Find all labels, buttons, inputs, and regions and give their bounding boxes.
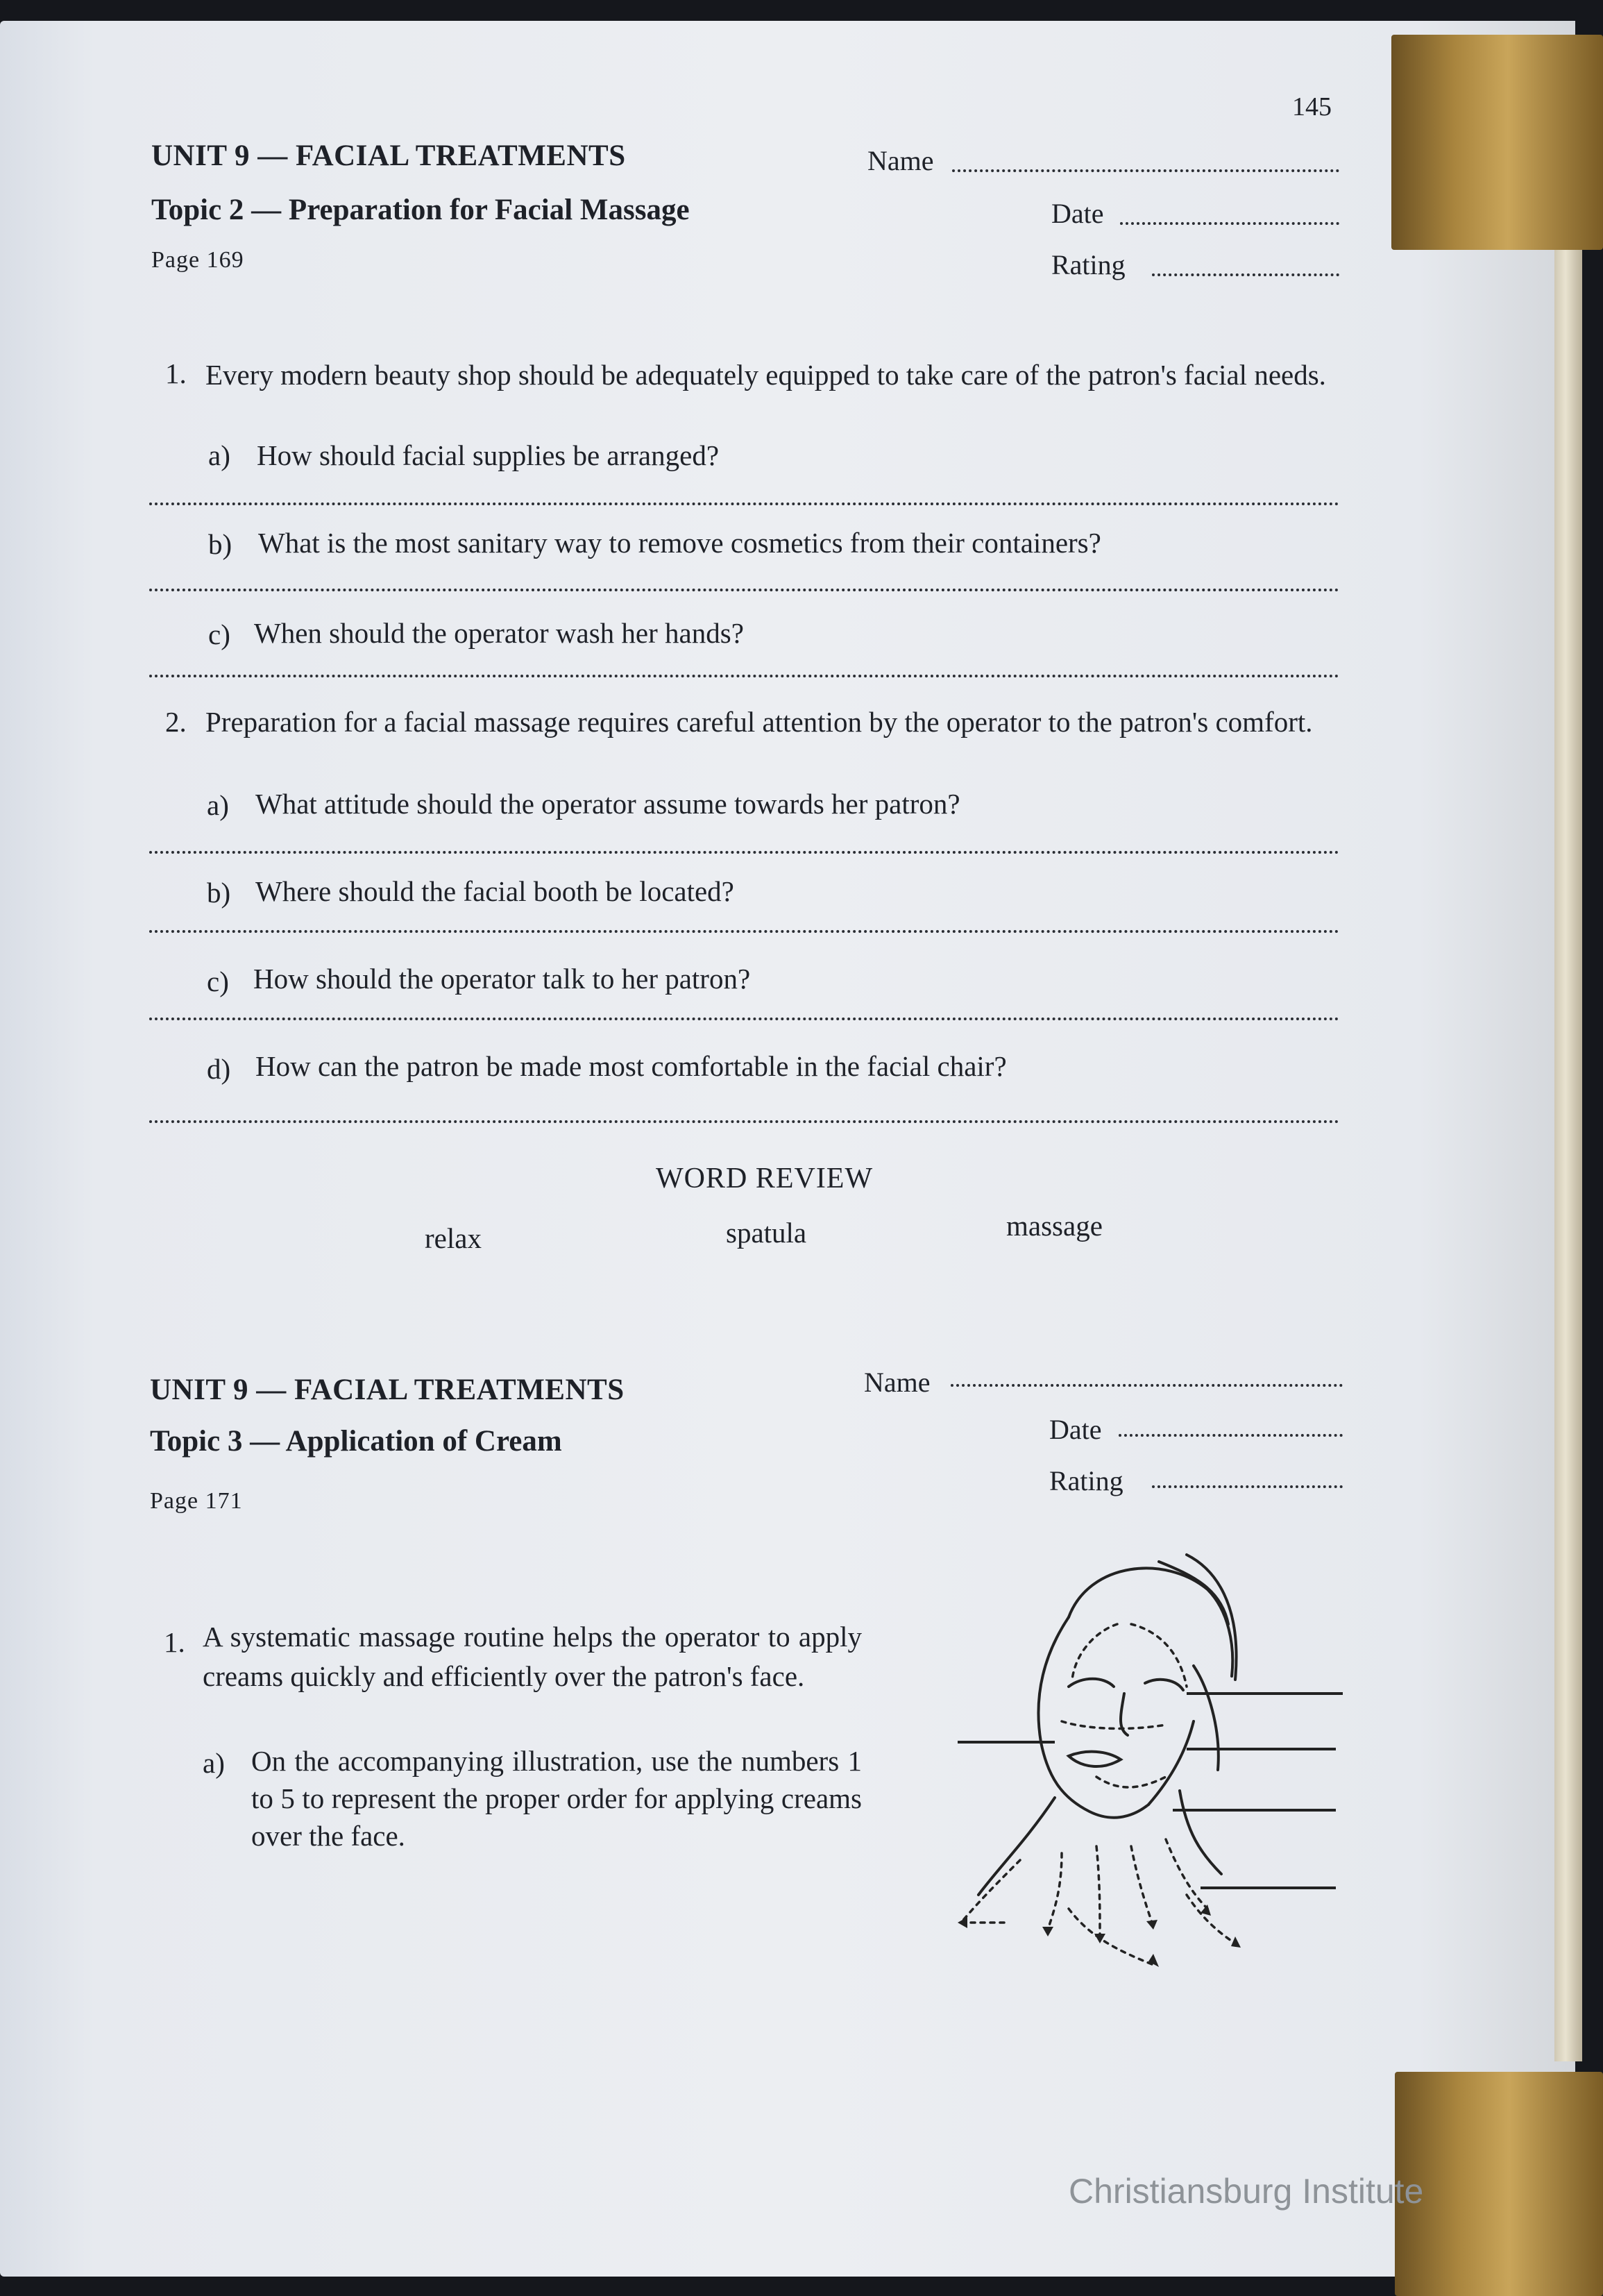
sub-question: When should the operator wash her hands? (254, 617, 744, 649)
date-field[interactable] (1119, 1434, 1343, 1437)
sub-label: a) (203, 1747, 225, 1779)
question-text: A systematic massage routine helps the operator to apply creams quickly and efficiently over the patron's face. (203, 1621, 862, 1692)
question-number: 2. (165, 706, 187, 738)
sub-label: d) (207, 1053, 231, 1085)
answer-line[interactable] (149, 503, 1339, 505)
binder-clip-top (1391, 35, 1603, 250)
name-field[interactable] (951, 1384, 1343, 1387)
date-field[interactable] (1120, 222, 1339, 225)
date-label: Date (1051, 198, 1104, 229)
sub-question: How can the patron be made most comfortable in the facial chair? (255, 1050, 1007, 1082)
topic-title: Topic 2 — Preparation for Facial Massage (151, 194, 690, 226)
page-reference: Page 169 (151, 247, 244, 273)
name-label: Name (864, 1367, 931, 1398)
review-word: massage (1006, 1210, 1103, 1242)
question-number: 1. (164, 1626, 185, 1658)
answer-line[interactable] (149, 589, 1339, 591)
sub-question: What is the most sanitary way to remove cosmetics from their containers? (258, 527, 1101, 559)
rating-label: Rating (1049, 1465, 1123, 1496)
sub-label: c) (207, 965, 229, 997)
review-word: spatula (726, 1217, 807, 1249)
word-review-title: WORD REVIEW (656, 1163, 874, 1195)
page-reference: Page 171 (150, 1488, 243, 1514)
date-label: Date (1049, 1414, 1102, 1445)
review-word: relax (425, 1222, 482, 1254)
page-number: 145 (1292, 92, 1332, 121)
rating-field[interactable] (1152, 273, 1339, 276)
answer-line[interactable] (149, 1120, 1339, 1123)
sub-label: c) (208, 618, 230, 650)
sub-question: On the accompanying illustration, use the numbers 1 to 5 to represent the proper order for applying creams over the face. (251, 1745, 862, 1852)
answer-line[interactable] (149, 930, 1339, 933)
sub-question: How should facial supplies be arranged? (257, 439, 720, 471)
watermark: Christiansburg Institute (1069, 2172, 1424, 2211)
page-edge (1554, 229, 1582, 2061)
face-massage-illustration (958, 1548, 1346, 1978)
answer-line[interactable] (149, 1018, 1339, 1020)
sub-label: b) (208, 528, 232, 560)
answer-line[interactable] (149, 675, 1339, 677)
sub-label: a) (207, 789, 229, 821)
answer-line[interactable] (149, 851, 1339, 854)
question-text: Preparation for a facial massage requires careful attention by the operator to the patron's comfort. (205, 706, 1313, 738)
unit-title: UNIT 9 — FACIAL TREATMENTS (150, 1374, 625, 1406)
sub-question: Where should the facial booth be located? (255, 875, 734, 907)
sub-question: What attitude should the operator assume towards her patron? (255, 788, 960, 820)
sub-label: b) (207, 877, 231, 909)
question-number: 1. (165, 357, 187, 389)
name-label: Name (867, 145, 934, 176)
rating-label: Rating (1051, 249, 1126, 280)
sub-label: a) (208, 439, 230, 471)
unit-title: UNIT 9 — FACIAL TREATMENTS (151, 140, 626, 172)
binder-clip-bottom (1395, 2072, 1603, 2296)
rating-field[interactable] (1152, 1485, 1343, 1488)
name-field[interactable] (952, 169, 1339, 172)
question-text: Every modern beauty shop should be adequately equipped to take care of the patron's facial needs. (205, 359, 1326, 391)
sub-question: How should the operator talk to her patron? (253, 963, 751, 995)
topic-title: Topic 3 — Application of Cream (150, 1425, 562, 1458)
